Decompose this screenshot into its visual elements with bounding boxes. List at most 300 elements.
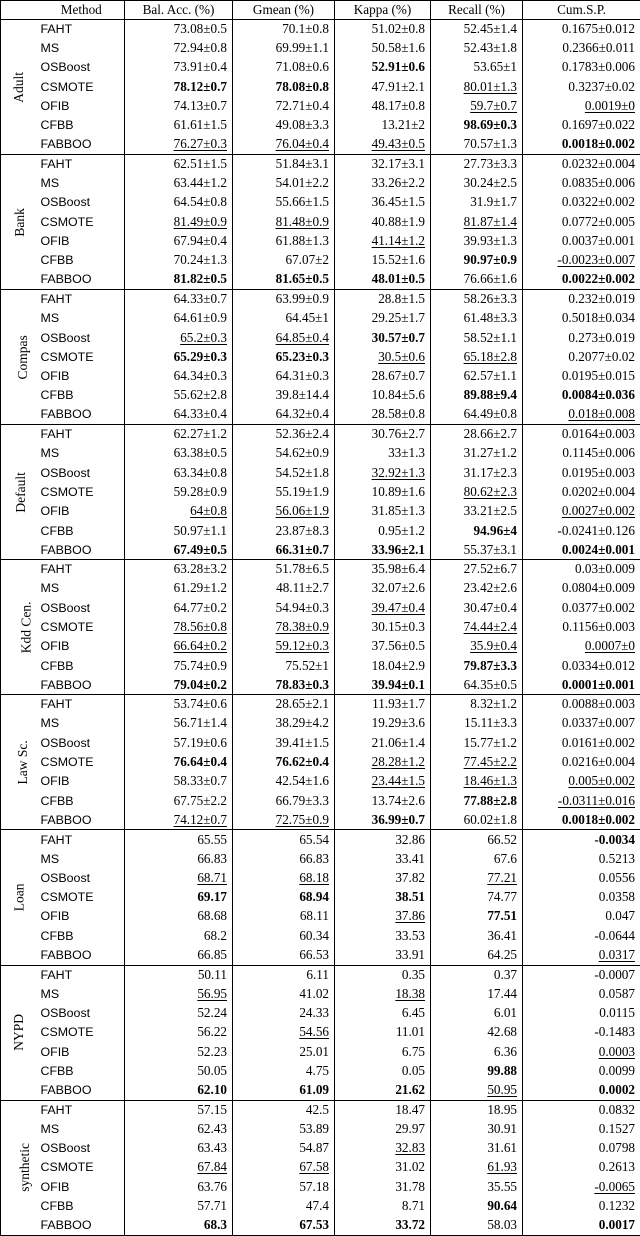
metric-cell xyxy=(233,174,335,193)
metric-cell xyxy=(431,39,523,58)
metric-cell xyxy=(125,463,233,482)
metric-value: 8.71 xyxy=(402,1198,425,1213)
metric-cell xyxy=(233,1004,335,1023)
metric-cell xyxy=(125,1139,233,1158)
metric-cell xyxy=(523,811,640,830)
metric-cell xyxy=(233,367,335,386)
table-row xyxy=(1,1139,640,1158)
metric-cell xyxy=(523,1177,640,1196)
metric-cell xyxy=(523,251,640,270)
metric-value: 0.0099 xyxy=(599,1063,635,1078)
metric-value: 23.44±1.5 xyxy=(372,773,425,788)
metric-cell xyxy=(335,753,431,772)
metric-value: 66.83 xyxy=(299,851,329,866)
metric-cell xyxy=(125,39,233,58)
method-name: OSBoost xyxy=(39,733,125,752)
metric-cell xyxy=(233,77,335,96)
metric-value: 0.0772±0.005 xyxy=(562,214,635,229)
table-row xyxy=(1,618,640,637)
metric-cell xyxy=(335,984,431,1003)
metric-cell xyxy=(431,579,523,598)
metric-value: 15.11±3.3 xyxy=(464,715,517,730)
metric-cell xyxy=(335,386,431,405)
metric-cell xyxy=(523,1216,640,1235)
metric-value: 18.47 xyxy=(395,1102,425,1117)
metric-cell xyxy=(431,1100,523,1119)
method-name: MS xyxy=(39,39,125,58)
metric-cell xyxy=(335,830,431,849)
metric-cell xyxy=(523,637,640,656)
metric-value: -0.0034 xyxy=(594,832,635,847)
metric-value: 64.33±0.4 xyxy=(174,406,227,421)
metric-cell xyxy=(233,1197,335,1216)
metric-cell xyxy=(335,1062,431,1081)
metric-cell xyxy=(233,502,335,521)
metric-cell xyxy=(125,521,233,540)
metric-value: 55.19±1.9 xyxy=(276,484,329,499)
metric-cell xyxy=(523,888,640,907)
metric-value: 0.0195±0.015 xyxy=(562,368,635,383)
method-name: OSBoost xyxy=(39,598,125,617)
metric-value: 59.28±0.9 xyxy=(174,484,227,499)
metric-cell xyxy=(523,290,640,309)
metric-cell xyxy=(233,1023,335,1042)
metric-value: 53.89 xyxy=(299,1121,329,1136)
metric-cell xyxy=(431,367,523,386)
metric-cell xyxy=(431,1042,523,1061)
metric-value: 36.41 xyxy=(487,928,517,943)
metric-value: 29.97 xyxy=(395,1121,425,1136)
metric-cell xyxy=(233,907,335,926)
metric-value: 6.75 xyxy=(402,1044,425,1059)
metric-value: 66.31±0.7 xyxy=(276,542,329,557)
metric-value: 64±0.8 xyxy=(190,503,227,518)
metric-value: 66.53 xyxy=(299,947,329,962)
metric-cell xyxy=(431,849,523,868)
dataset-label xyxy=(1,290,39,425)
metric-cell xyxy=(335,1100,431,1119)
metric-value: 42.68 xyxy=(487,1024,517,1039)
table-row xyxy=(1,811,640,830)
metric-value: 81.87±1.4 xyxy=(464,214,517,229)
metric-value: 77.88±2.8 xyxy=(464,793,517,808)
metric-value: 37.82 xyxy=(395,870,425,885)
metric-value: 6.45 xyxy=(402,1005,425,1020)
metric-value: 27.73±3.3 xyxy=(464,156,517,171)
metric-cell xyxy=(431,386,523,405)
method-name: MS xyxy=(39,309,125,328)
method-name: FAHT xyxy=(39,965,125,984)
metric-value: 0.5213 xyxy=(599,851,635,866)
metric-value: 66.79±3.3 xyxy=(276,793,329,808)
metric-value: 0.0317 xyxy=(599,947,635,962)
metric-value: 0.0161±0.002 xyxy=(562,735,635,750)
method-name: FABBOO xyxy=(39,676,125,695)
metric-value: 39.47±0.4 xyxy=(372,600,425,615)
metric-value: 31.9±1.7 xyxy=(470,194,517,209)
metric-cell xyxy=(125,714,233,733)
metric-cell xyxy=(125,849,233,868)
metric-value: 29.25±1.7 xyxy=(372,310,425,325)
table-row xyxy=(1,656,640,675)
metric-value: 66.83 xyxy=(197,851,227,866)
metric-cell xyxy=(335,444,431,463)
table-row xyxy=(1,965,640,984)
metric-value: 39.93±1.3 xyxy=(464,233,517,248)
metric-cell xyxy=(233,39,335,58)
metric-cell xyxy=(335,733,431,752)
metric-cell xyxy=(335,849,431,868)
table-row xyxy=(1,193,640,212)
metric-value: 50.97±1.1 xyxy=(174,523,227,538)
metric-cell xyxy=(125,907,233,926)
method-name: MS xyxy=(39,174,125,193)
metric-cell xyxy=(125,733,233,752)
metric-value: 39.8±14.4 xyxy=(276,387,329,402)
metric-value: 47.91±2.1 xyxy=(372,79,425,94)
metric-cell xyxy=(523,1139,640,1158)
method-name: FAHT xyxy=(39,560,125,579)
table-row xyxy=(1,1004,640,1023)
dataset-name: Loan xyxy=(11,884,28,912)
table-row xyxy=(1,97,640,116)
metric-cell xyxy=(431,560,523,579)
metric-cell xyxy=(431,753,523,772)
metric-cell xyxy=(335,155,431,174)
metric-cell xyxy=(125,637,233,656)
metric-cell xyxy=(523,907,640,926)
method-name: CSMOTE xyxy=(39,1158,125,1177)
metric-cell xyxy=(431,1216,523,1235)
metric-cell xyxy=(233,212,335,231)
metric-cell xyxy=(233,193,335,212)
metric-cell xyxy=(125,579,233,598)
metric-cell xyxy=(125,193,233,212)
metric-cell xyxy=(335,193,431,212)
metric-cell xyxy=(431,1004,523,1023)
metric-value: 67.94±0.4 xyxy=(174,233,227,248)
metric-value: 0.0037±0.001 xyxy=(562,233,635,248)
method-name: FABBOO xyxy=(39,270,125,289)
metric-value: 0.0195±0.003 xyxy=(562,465,635,480)
table-row xyxy=(1,20,640,39)
metric-value: 78.12±0.7 xyxy=(174,79,227,94)
table-row xyxy=(1,907,640,926)
metric-cell xyxy=(335,77,431,96)
metric-cell xyxy=(523,676,640,695)
metric-value: 56.22 xyxy=(197,1024,227,1039)
table-row xyxy=(1,444,640,463)
metric-value: 50.58±1.6 xyxy=(372,40,425,55)
metric-value: -0.0311±0.016 xyxy=(558,793,635,808)
table-row xyxy=(1,1177,640,1196)
metric-value: 30.24±2.5 xyxy=(464,175,517,190)
table-row xyxy=(1,1023,640,1042)
metric-cell xyxy=(523,483,640,502)
metric-cell xyxy=(125,772,233,791)
metric-cell xyxy=(523,521,640,540)
metric-value: 52.36±2.4 xyxy=(276,426,329,441)
table-row xyxy=(1,1197,640,1216)
metric-cell xyxy=(233,637,335,656)
metric-value: 72.75±0.9 xyxy=(276,812,329,827)
method-name: OFIB xyxy=(39,907,125,926)
method-name: OFIB xyxy=(39,637,125,656)
metric-value: 0.0804±0.009 xyxy=(562,580,635,595)
metric-cell xyxy=(335,270,431,289)
metric-cell xyxy=(523,869,640,888)
metric-value: 0.1156±0.003 xyxy=(562,619,635,634)
metric-value: 81.82±0.5 xyxy=(174,271,227,286)
metric-value: 65.29±0.3 xyxy=(174,349,227,364)
metric-cell xyxy=(523,598,640,617)
metric-value: 0.0322±0.002 xyxy=(562,194,635,209)
metric-value: 64.61±0.9 xyxy=(174,310,227,325)
method-name: CFBB xyxy=(39,251,125,270)
metric-cell xyxy=(523,502,640,521)
dataset-label xyxy=(1,695,39,830)
metric-cell xyxy=(125,1177,233,1196)
metric-cell xyxy=(335,1004,431,1023)
metric-cell xyxy=(233,270,335,289)
method-name: MS xyxy=(39,714,125,733)
metric-cell xyxy=(125,367,233,386)
method-name: OSBoost xyxy=(39,1139,125,1158)
dataset-label xyxy=(1,965,39,1100)
metric-value: 0.35 xyxy=(402,967,425,982)
metric-cell xyxy=(431,714,523,733)
metric-value: 61.09 xyxy=(299,1082,329,1097)
header-metric-3: Gmean (%) xyxy=(233,1,335,20)
table-row xyxy=(1,695,640,714)
metric-value: 71.08±0.6 xyxy=(276,59,329,74)
metric-value: 77.45±2.2 xyxy=(464,754,517,769)
metric-cell xyxy=(125,212,233,231)
metric-cell xyxy=(233,772,335,791)
metric-cell xyxy=(125,309,233,328)
method-name: FABBOO xyxy=(39,405,125,424)
method-name: FABBOO xyxy=(39,1216,125,1235)
metric-value: -0.1483 xyxy=(594,1024,635,1039)
metric-cell xyxy=(125,116,233,135)
method-name: CSMOTE xyxy=(39,618,125,637)
method-name: CSMOTE xyxy=(39,483,125,502)
metric-cell xyxy=(233,888,335,907)
metric-value: 63.44±1.2 xyxy=(174,175,227,190)
metric-cell xyxy=(523,309,640,328)
metric-cell xyxy=(431,348,523,367)
metric-value: 0.1145±0.006 xyxy=(562,445,635,460)
metric-cell xyxy=(125,1062,233,1081)
metric-cell xyxy=(431,1177,523,1196)
metric-value: 0.1527 xyxy=(599,1121,635,1136)
metric-value: 6.11 xyxy=(306,967,329,982)
metric-value: 37.56±0.5 xyxy=(372,638,425,653)
metric-cell xyxy=(431,1119,523,1138)
metric-value: 33.96±2.1 xyxy=(372,542,425,557)
metric-value: 0.0832 xyxy=(599,1102,635,1117)
metric-cell xyxy=(233,1100,335,1119)
metric-value: 78.08±0.8 xyxy=(276,79,329,94)
metric-value: 36.45±1.5 xyxy=(372,194,425,209)
metric-value: 0.1783±0.006 xyxy=(562,59,635,74)
metric-value: 77.21 xyxy=(487,870,517,885)
metric-value: 0.0556 xyxy=(599,870,635,885)
metric-cell xyxy=(335,656,431,675)
metric-cell xyxy=(431,637,523,656)
metric-value: 15.77±1.2 xyxy=(464,735,517,750)
dataset-name: Law Sc. xyxy=(15,740,32,784)
metric-cell xyxy=(431,444,523,463)
metric-value: 50.05 xyxy=(197,1063,227,1078)
metric-value: 0.0377±0.002 xyxy=(562,600,635,615)
metric-cell xyxy=(335,251,431,270)
metric-value: 64.32±0.4 xyxy=(276,406,329,421)
metric-cell xyxy=(431,888,523,907)
method-name: FAHT xyxy=(39,290,125,309)
metric-cell xyxy=(335,579,431,598)
metric-value: 74.12±0.7 xyxy=(174,812,227,827)
table-row xyxy=(1,772,640,791)
metric-value: 72.94±0.8 xyxy=(174,40,227,55)
metric-cell xyxy=(523,212,640,231)
metric-cell xyxy=(335,560,431,579)
table-row xyxy=(1,926,640,945)
metric-cell xyxy=(523,367,640,386)
metric-value: 68.18 xyxy=(299,870,329,885)
metric-value: 67.07±2 xyxy=(285,252,329,267)
metric-value: 41.02 xyxy=(299,986,329,1001)
table-row xyxy=(1,77,640,96)
metric-value: 68.68 xyxy=(197,908,227,923)
metric-cell xyxy=(431,946,523,965)
table-row xyxy=(1,946,640,965)
metric-cell xyxy=(431,270,523,289)
metric-cell xyxy=(125,155,233,174)
method-name: CFBB xyxy=(39,521,125,540)
metric-cell xyxy=(125,1197,233,1216)
method-name: OSBoost xyxy=(39,328,125,347)
metric-value: 98.69±0.3 xyxy=(464,117,517,132)
metric-cell xyxy=(335,714,431,733)
table-row xyxy=(1,290,640,309)
metric-cell xyxy=(523,1004,640,1023)
metric-cell xyxy=(335,965,431,984)
method-name: OFIB xyxy=(39,502,125,521)
metric-value: 0.0587 xyxy=(599,986,635,1001)
metric-value: 31.85±1.3 xyxy=(372,503,425,518)
table-row xyxy=(1,1216,640,1235)
metric-cell xyxy=(233,791,335,810)
method-name: OFIB xyxy=(39,97,125,116)
metric-value: 73.91±0.4 xyxy=(174,59,227,74)
metric-cell xyxy=(431,984,523,1003)
metric-value: 10.84±5.6 xyxy=(372,387,425,402)
metric-value: 30.15±0.3 xyxy=(372,619,425,634)
metric-value: 30.91 xyxy=(487,1121,517,1136)
metric-value: 62.10 xyxy=(197,1082,227,1097)
metric-cell xyxy=(523,1119,640,1138)
metric-value: 64.34±0.3 xyxy=(174,368,227,383)
metric-cell xyxy=(523,425,640,444)
metric-cell xyxy=(125,425,233,444)
metric-value: 70.1±0.8 xyxy=(282,21,329,36)
metric-value: 0.2613 xyxy=(599,1159,635,1174)
metric-cell xyxy=(431,502,523,521)
header-metric-2: Bal. Acc. (%) xyxy=(125,1,233,20)
metric-cell xyxy=(335,1139,431,1158)
metric-value: 27.52±6.7 xyxy=(464,561,517,576)
metric-value: 18.38 xyxy=(395,986,425,1001)
metric-cell xyxy=(431,155,523,174)
dataset-name: Default xyxy=(13,472,30,512)
metric-value: 42.5 xyxy=(306,1102,329,1117)
metric-value: 54.01±2.2 xyxy=(276,175,329,190)
table-row xyxy=(1,270,640,289)
table-row xyxy=(1,405,640,424)
metric-value: 63.38±0.5 xyxy=(174,445,227,460)
metric-cell xyxy=(431,328,523,347)
metric-value: 0.1697±0.022 xyxy=(562,117,635,132)
metric-cell xyxy=(233,598,335,617)
metric-cell xyxy=(125,58,233,77)
method-name: FABBOO xyxy=(39,811,125,830)
method-name: OFIB xyxy=(39,772,125,791)
metric-value: 0.0024±0.001 xyxy=(562,542,635,557)
metric-cell xyxy=(523,1081,640,1100)
table-row xyxy=(1,541,640,560)
metric-value: 4.75 xyxy=(306,1063,329,1078)
metric-cell xyxy=(233,946,335,965)
metric-value: 42.54±1.6 xyxy=(276,773,329,788)
metric-cell xyxy=(431,676,523,695)
metric-cell xyxy=(523,1023,640,1042)
dataset-name: synthetic xyxy=(17,1143,34,1192)
metric-value: 94.96±4 xyxy=(473,523,517,538)
metric-cell xyxy=(125,1023,233,1042)
metric-cell xyxy=(233,232,335,251)
metric-value: 18.46±1.3 xyxy=(464,773,517,788)
metric-cell xyxy=(523,579,640,598)
metric-value: 0.0835±0.006 xyxy=(562,175,635,190)
metric-value: 33.53 xyxy=(395,928,425,943)
metric-cell xyxy=(335,1197,431,1216)
metric-value: -0.0007 xyxy=(594,967,635,982)
table-row xyxy=(1,714,640,733)
metric-cell xyxy=(335,907,431,926)
metric-value: 0.0334±0.012 xyxy=(562,658,635,673)
metric-value: 67.6 xyxy=(494,851,517,866)
metric-value: 0.0018±0.002 xyxy=(562,812,635,827)
table-row xyxy=(1,232,640,251)
method-name: CFBB xyxy=(39,926,125,945)
metric-value: 68.3 xyxy=(204,1217,227,1232)
metric-value: 52.45±1.4 xyxy=(464,21,517,36)
metric-value: 0.95±1.2 xyxy=(378,523,425,538)
metric-value: 66.85 xyxy=(197,947,227,962)
method-name: OSBoost xyxy=(39,869,125,888)
metric-value: 57.71 xyxy=(197,1198,227,1213)
metric-value: 68.71 xyxy=(197,870,227,885)
metric-value: 68.94 xyxy=(299,889,329,904)
metric-cell xyxy=(335,405,431,424)
table-row xyxy=(1,1100,640,1119)
metric-cell xyxy=(523,405,640,424)
metric-value: 33±1.3 xyxy=(388,445,425,460)
metric-cell xyxy=(523,155,640,174)
metric-value: 69.17 xyxy=(197,889,227,904)
metric-cell xyxy=(335,811,431,830)
